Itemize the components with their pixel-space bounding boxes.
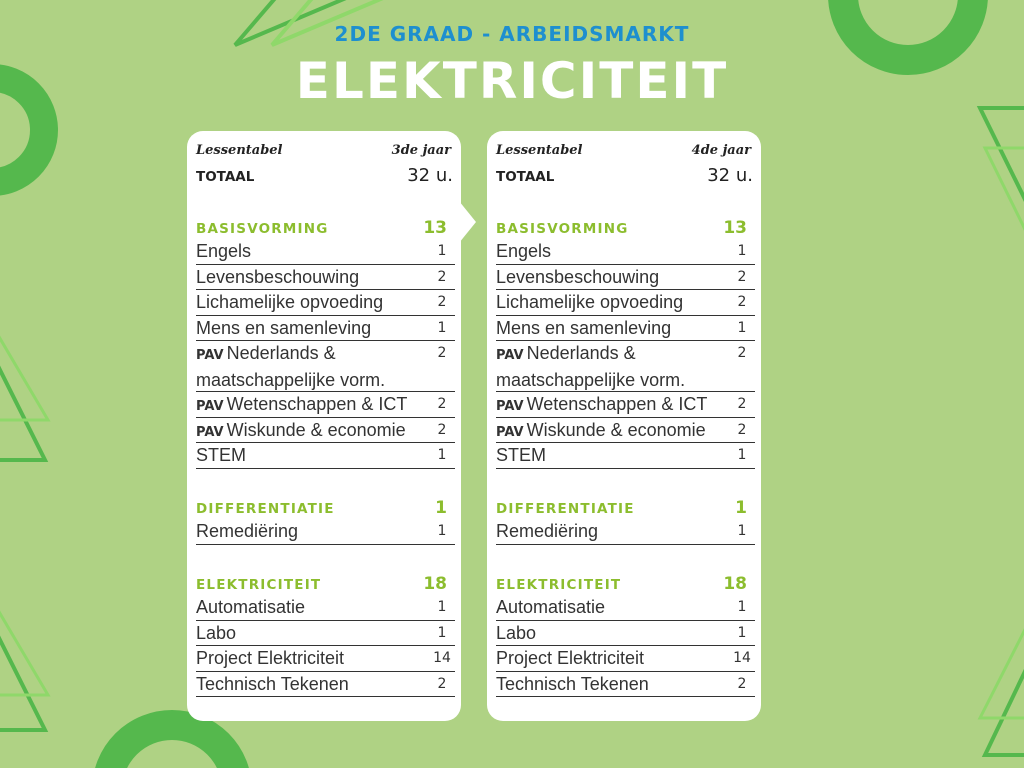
section-name: DIFFERENTIATIE xyxy=(196,501,335,517)
section-name: DIFFERENTIATIE xyxy=(496,501,635,517)
subject-name xyxy=(196,418,406,445)
subject-label: Levensbeschouwing xyxy=(496,266,660,287)
table-row xyxy=(496,646,755,672)
arrow-connector-icon xyxy=(459,201,476,243)
table-row xyxy=(196,443,455,469)
subject-label: Mens en samenleving xyxy=(196,317,372,338)
subject-hours: 14 xyxy=(433,650,451,666)
subject-name xyxy=(496,316,671,340)
subject-name xyxy=(196,646,344,670)
subject-label: Remediëring xyxy=(196,521,299,541)
subject-hours: 14 xyxy=(733,650,751,666)
subject-hours: 1 xyxy=(737,319,747,336)
subject-name xyxy=(196,672,349,696)
subject-label-continued: maatschappelijke vorm. xyxy=(496,370,686,390)
subject-hours: 1 xyxy=(437,243,447,259)
section-header xyxy=(196,574,447,594)
table-row xyxy=(196,341,455,392)
section-header xyxy=(496,574,747,594)
table-row xyxy=(196,519,455,545)
subject-label: Technisch Tekenen xyxy=(496,673,649,694)
subject-label: Wiskunde & economie xyxy=(526,419,706,440)
subject-name xyxy=(496,595,605,619)
total-label: TOTAAL xyxy=(196,169,255,185)
total-value: 32 u. xyxy=(407,165,453,186)
subject-hours: 2 xyxy=(737,345,747,361)
page-title: ELEKTRICITEIT xyxy=(295,52,729,110)
total-value: 32 u. xyxy=(707,165,753,186)
subject-hours: 2 xyxy=(737,421,747,438)
table-row xyxy=(196,316,455,342)
subject-hours: 2 xyxy=(737,268,747,285)
section-name: BASISVORMING xyxy=(196,221,329,237)
section-name: ELEKTRICITEIT xyxy=(496,577,622,593)
subject-name xyxy=(196,392,407,419)
subject-name xyxy=(196,239,251,263)
subject-label: Project Elektriciteit xyxy=(496,648,645,668)
subject-hours: 1 xyxy=(437,447,447,463)
subject-name xyxy=(196,316,371,340)
subject-label: Automatisatie xyxy=(196,597,306,617)
table-row xyxy=(196,672,455,698)
subject-name xyxy=(496,646,644,670)
table-row xyxy=(196,595,455,621)
subject-name xyxy=(496,265,659,289)
lessentabel-label: Lessentabel xyxy=(496,143,583,158)
lessentabel-card-4de-jaar xyxy=(487,131,761,721)
table-row xyxy=(196,290,455,316)
subject-hours: 1 xyxy=(737,599,747,615)
pav-prefix: PAV xyxy=(496,399,524,414)
subject-name xyxy=(496,519,598,543)
subject-label: Engels xyxy=(496,241,552,261)
subject-name xyxy=(196,290,383,314)
subject-name xyxy=(496,341,685,392)
table-row xyxy=(496,341,755,392)
subject-name xyxy=(196,443,246,467)
subject-label: Lichamelijke opvoeding xyxy=(496,292,684,312)
subject-name xyxy=(496,418,706,445)
section-hours: 13 xyxy=(723,218,747,238)
section-header xyxy=(496,498,747,518)
subject-label: Lichamelijke opvoeding xyxy=(196,292,384,312)
subject-label: Technisch Tekenen xyxy=(196,673,349,694)
ring-icon xyxy=(107,725,237,768)
subject-hours: 1 xyxy=(437,599,447,615)
subject-label: Automatisatie xyxy=(496,597,606,617)
table-row xyxy=(196,418,455,444)
subject-hours: 2 xyxy=(737,396,747,412)
section-hours: 18 xyxy=(723,574,747,594)
section-header xyxy=(196,498,447,518)
subject-hours: 2 xyxy=(437,396,447,412)
subject-name xyxy=(496,443,546,467)
table-row xyxy=(196,265,455,291)
section-hours: 13 xyxy=(423,218,447,238)
subject-label: Remediëring xyxy=(496,521,599,541)
subject-label: Project Elektriciteit xyxy=(196,648,345,668)
subject-name xyxy=(496,290,683,314)
lessentabel-card-3de-jaar xyxy=(187,131,461,721)
subject-hours: 2 xyxy=(437,294,447,310)
subject-label: Wiskunde & economie xyxy=(226,419,406,440)
year-label: 3de jaar xyxy=(391,143,451,158)
subject-name xyxy=(496,621,536,645)
lessentabel-label: Lessentabel xyxy=(196,143,283,158)
subject-name xyxy=(196,519,298,543)
section-header xyxy=(196,218,447,238)
subject-label: STEM xyxy=(196,445,247,465)
section-name: ELEKTRICITEIT xyxy=(196,577,322,593)
section-header xyxy=(496,218,747,238)
table-row xyxy=(496,621,755,647)
subject-hours: 1 xyxy=(437,523,447,539)
subject-name xyxy=(196,621,236,645)
subject-hours: 2 xyxy=(737,675,747,692)
subject-label-continued: maatschappelijke vorm. xyxy=(196,370,386,390)
subject-name xyxy=(196,341,385,392)
pav-prefix: PAV xyxy=(496,348,524,363)
subject-name xyxy=(496,392,707,419)
subject-name xyxy=(496,672,649,696)
pav-prefix: PAV xyxy=(496,424,524,440)
pav-prefix: PAV xyxy=(196,424,224,440)
total-row xyxy=(196,165,453,186)
subject-hours: 1 xyxy=(737,624,747,641)
table-row xyxy=(496,239,755,265)
table-row xyxy=(496,418,755,444)
triangle-icon xyxy=(985,148,1024,260)
subject-hours: 2 xyxy=(437,421,447,438)
subject-hours: 1 xyxy=(437,624,447,641)
subject-hours: 1 xyxy=(737,447,747,463)
triangle-icon xyxy=(980,600,1024,718)
total-row xyxy=(496,165,753,186)
total-label: TOTAAL xyxy=(496,169,555,185)
table-row xyxy=(496,392,755,418)
section-hours: 1 xyxy=(735,498,747,518)
year-label: 4de jaar xyxy=(691,143,751,158)
page-subtitle: 2DE GRAAD - ARBEIDSMARKT xyxy=(334,22,690,46)
section-hours: 1 xyxy=(435,498,447,518)
pav-prefix: PAV xyxy=(196,399,224,414)
subject-hours: 2 xyxy=(737,294,747,310)
subject-hours: 1 xyxy=(737,243,747,259)
subject-label: Wetenschappen & ICT xyxy=(226,394,408,414)
card-header xyxy=(496,143,751,158)
subject-hours: 1 xyxy=(737,523,747,539)
table-row xyxy=(496,316,755,342)
subject-hours: 1 xyxy=(437,319,447,336)
table-row xyxy=(496,443,755,469)
table-row xyxy=(196,646,455,672)
table-row xyxy=(496,672,755,698)
table-row xyxy=(196,239,455,265)
pav-prefix: PAV xyxy=(196,348,224,363)
section-hours: 18 xyxy=(423,574,447,594)
subject-hours: 2 xyxy=(437,675,447,692)
table-row xyxy=(496,519,755,545)
card-header xyxy=(196,143,451,158)
subject-hours: 2 xyxy=(437,345,447,361)
triangle-icon xyxy=(0,330,48,420)
subject-label: Nederlands & xyxy=(226,343,336,363)
subject-label: Labo xyxy=(196,622,237,643)
subject-label: Mens en samenleving xyxy=(496,317,672,338)
subject-label: STEM xyxy=(496,445,547,465)
table-row xyxy=(496,595,755,621)
table-row xyxy=(496,265,755,291)
subject-hours: 2 xyxy=(437,268,447,285)
subject-name xyxy=(196,265,359,289)
table-row xyxy=(196,392,455,418)
table-row xyxy=(496,290,755,316)
subject-label: Labo xyxy=(496,622,537,643)
section-name: BASISVORMING xyxy=(496,221,629,237)
table-row xyxy=(196,621,455,647)
subject-name xyxy=(196,595,305,619)
subject-label: Levensbeschouwing xyxy=(196,266,360,287)
subject-label: Nederlands & xyxy=(526,343,636,363)
subject-name xyxy=(496,239,551,263)
subject-label: Wetenschappen & ICT xyxy=(526,394,708,414)
subject-label: Engels xyxy=(196,241,252,261)
